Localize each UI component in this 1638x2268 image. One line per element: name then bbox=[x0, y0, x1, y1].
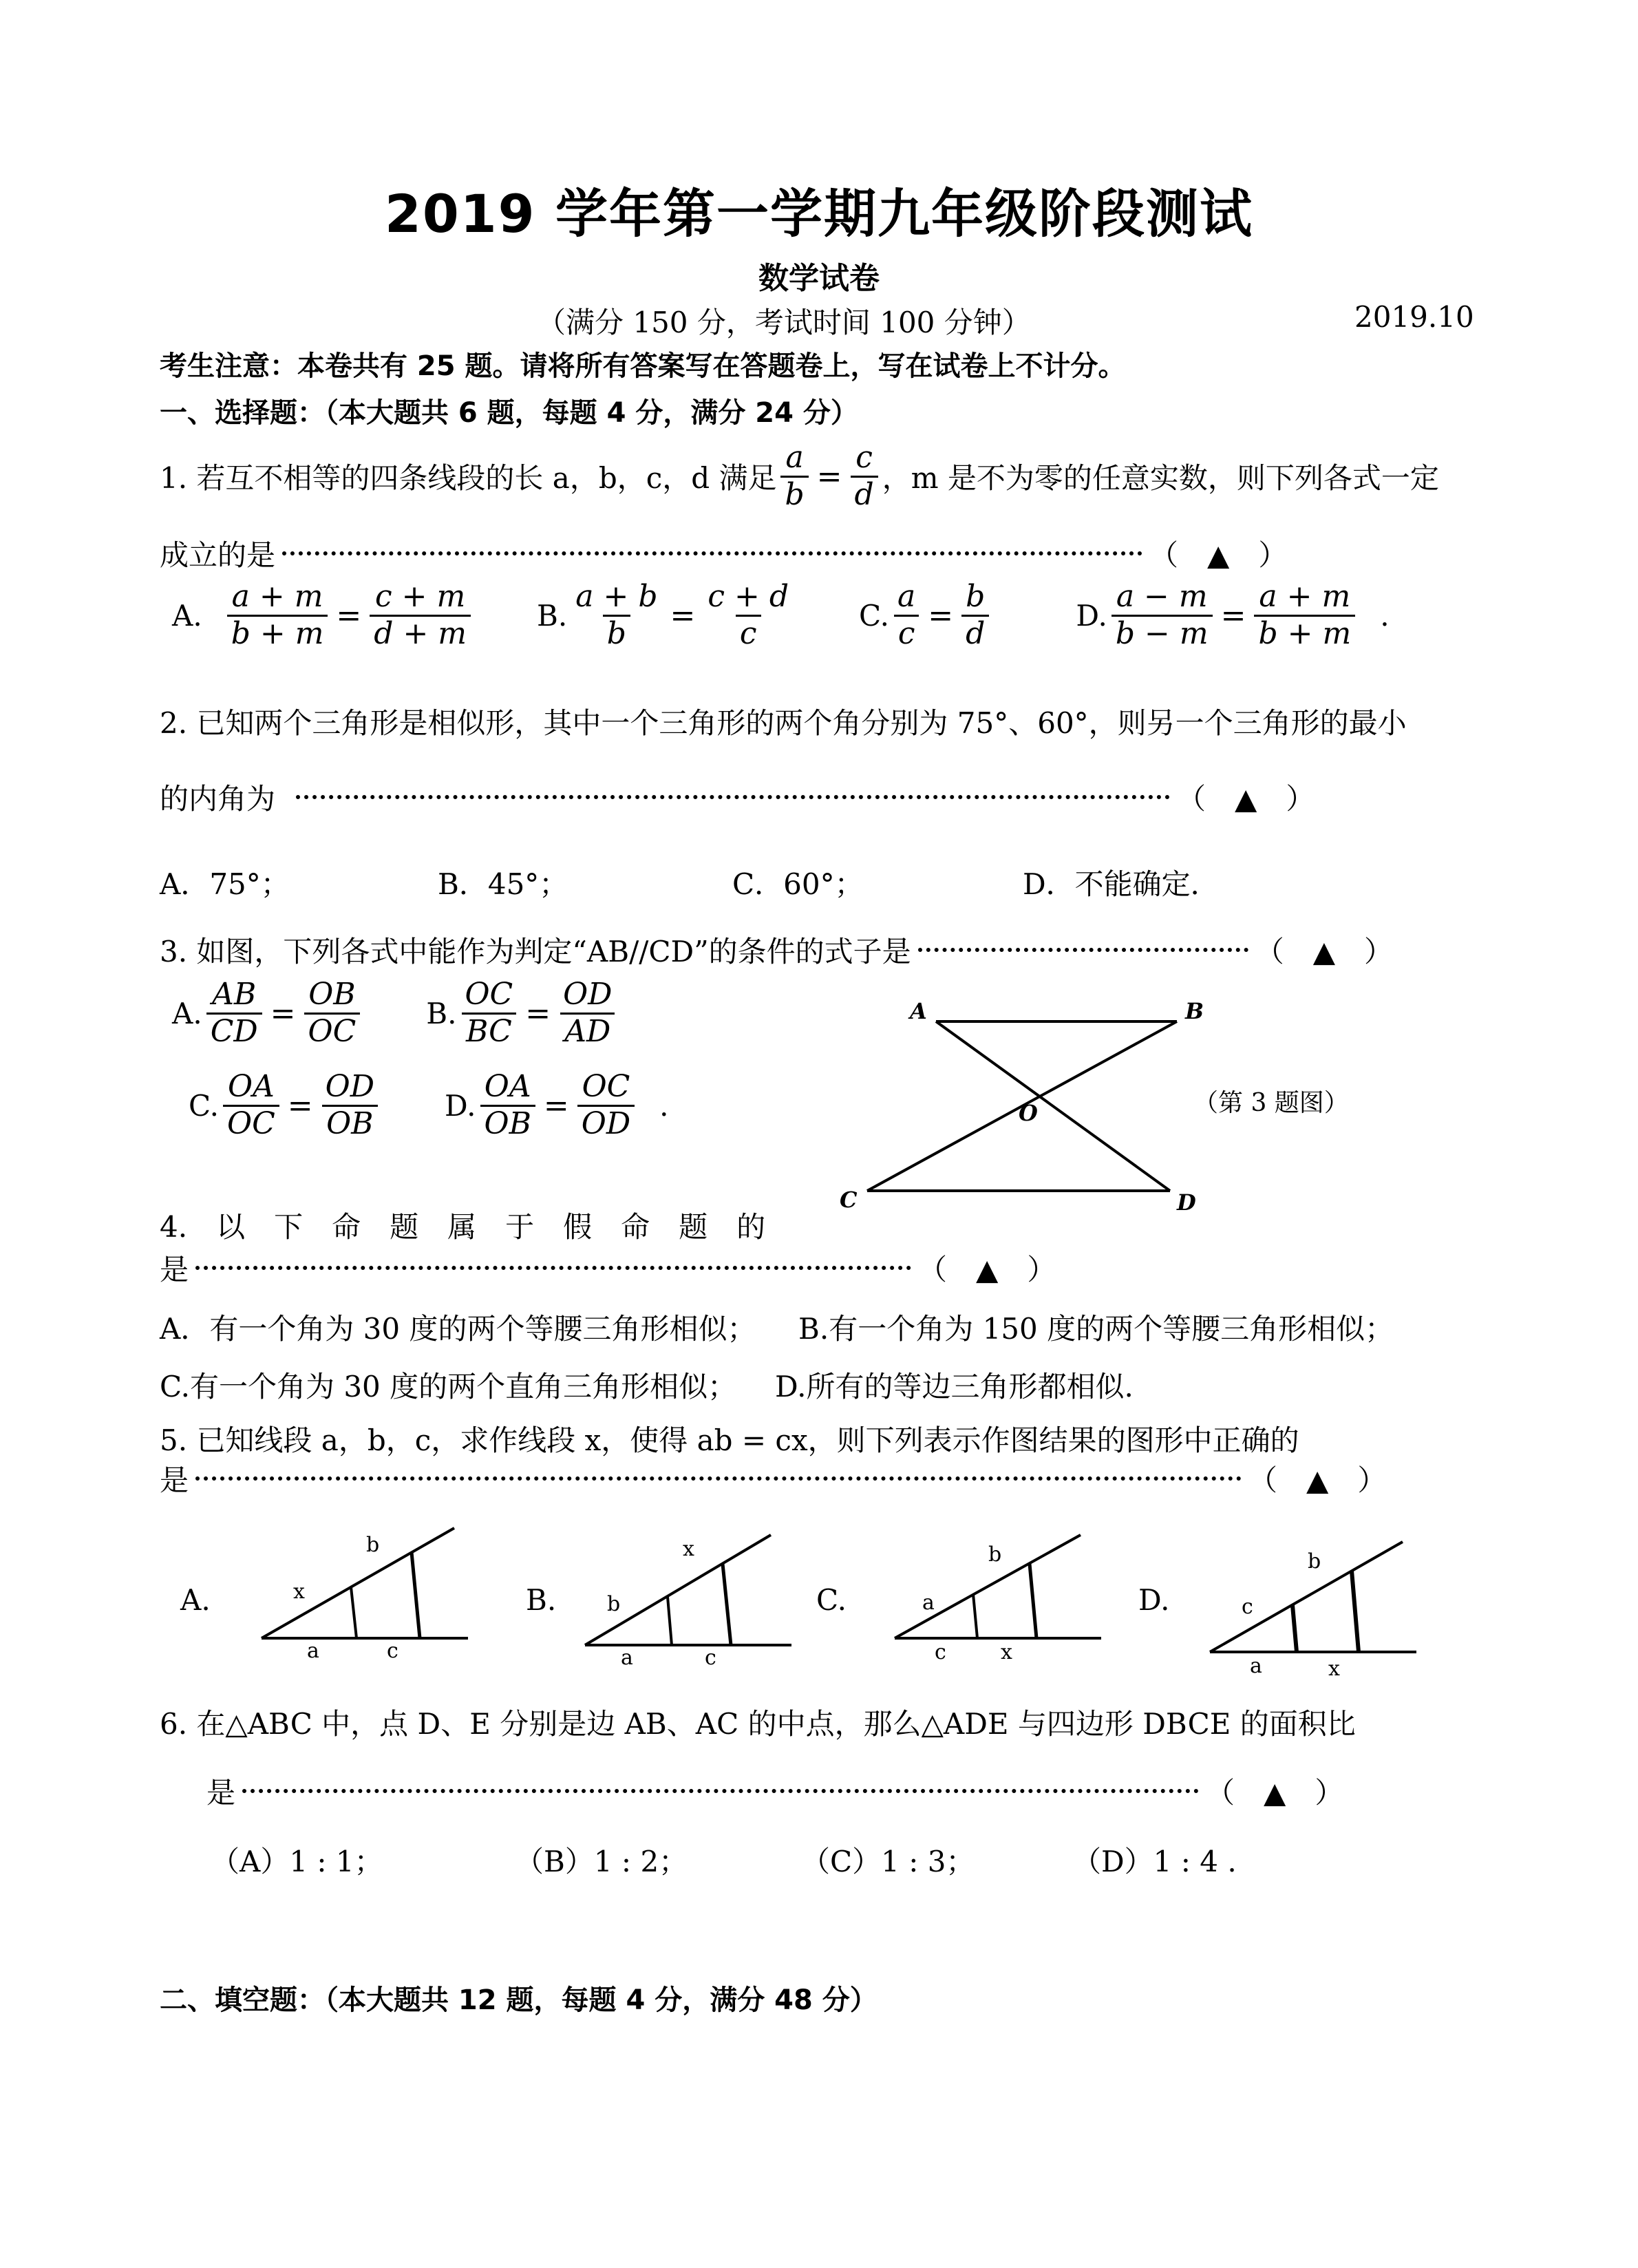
section2-heading: 二、填空题：（本大题共 12 题，每题 4 分，满分 48 分） bbox=[160, 1984, 878, 2016]
q6-line1: 6. 在△ABC 中，点 D、E 分别是边 AB、AC 的中点，那么△ADE 与四边形 DBCE 的面积比 bbox=[160, 1707, 1356, 1741]
q1-text-pre: 1. 若互不相等的四条线段的长 a，b，c，d 满足 bbox=[160, 461, 777, 496]
fig-a-label-a: a bbox=[307, 1639, 319, 1663]
point-d-label: D bbox=[1177, 1189, 1196, 1216]
fig-b-label-a: a bbox=[621, 1646, 633, 1666]
answer-mark: （ ▲ ） bbox=[1248, 1463, 1387, 1497]
segment-ad bbox=[936, 1021, 1170, 1191]
exam-title: 2019 学年第一学期九年级阶段测试 bbox=[385, 183, 1253, 244]
q5-prompt: 是 bbox=[160, 1463, 189, 1497]
exam-date: 2019.10 bbox=[1354, 300, 1474, 334]
q3-figure bbox=[826, 991, 1211, 1218]
q3-figure-caption: （第 3 题图） bbox=[1193, 1089, 1349, 1117]
q3-d-frac2: $\frac{OC}{OD}$ bbox=[577, 1070, 635, 1141]
q4-option-a: A．有一个角为 30 度的两个等腰三角形相似； bbox=[160, 1312, 756, 1346]
q1-end: . bbox=[1380, 598, 1390, 633]
q3-d-frac1: $\frac{OA}{OB}$ bbox=[480, 1070, 535, 1141]
q3-c-frac2: $\frac{OD}{OB}$ bbox=[321, 1070, 379, 1141]
q6-prompt: 是 bbox=[206, 1776, 236, 1810]
q4-line2 bbox=[160, 1247, 1056, 1289]
dot-leader bbox=[282, 551, 1142, 555]
answer-mark: （ ▲ ） bbox=[1206, 1776, 1344, 1810]
point-b-label: B bbox=[1185, 998, 1204, 1024]
q1-option-a-label: A. bbox=[172, 598, 202, 633]
q2-option-a: A．75°； bbox=[160, 867, 290, 901]
q1-c-frac1: $\frac{a}{c}$ bbox=[893, 580, 919, 651]
q3-prompt: 3. 如图，下列各式中能作为判定“AB//CD”的条件的式子是 bbox=[160, 935, 911, 968]
dot-leader bbox=[296, 795, 1170, 799]
q3-end: . bbox=[659, 1088, 669, 1123]
q3-option-a-label: A. bbox=[172, 996, 202, 1030]
q2-option-c: C．60°； bbox=[732, 867, 864, 901]
q1-prompt: 成立的是 bbox=[160, 538, 276, 572]
q1-line2 bbox=[160, 533, 1287, 574]
fig-b-label-c: c bbox=[705, 1646, 716, 1666]
q3-c-frac1: $\frac{OA}{OC}$ bbox=[223, 1070, 279, 1141]
q4-prompt: 是 bbox=[160, 1253, 189, 1286]
q3-line1 bbox=[160, 929, 1393, 971]
q3-a-frac2: $\frac{OB}{OC}$ bbox=[304, 977, 361, 1049]
q5-figure-b bbox=[578, 1528, 798, 1666]
q1-option-c-label: C. bbox=[859, 598, 890, 633]
q3-b-frac2: $\frac{OD}{AD}$ bbox=[559, 977, 616, 1049]
section1-heading: 一、选择题：（本大题共 6 题，每题 4 分，满分 24 分） bbox=[160, 397, 858, 429]
q5-line2 bbox=[160, 1458, 1386, 1499]
q2-prompt: 的内角为 bbox=[160, 782, 276, 816]
dot-leader bbox=[918, 948, 1248, 952]
fig-b-label-b: b bbox=[607, 1592, 621, 1616]
q6-option-c: （C）1 : 3； bbox=[801, 1845, 975, 1878]
q6-option-d: （D）1 : 4 . bbox=[1072, 1845, 1237, 1878]
q1-text-post: ，m 是不为零的任意实数，则下列各式一定 bbox=[882, 461, 1439, 496]
q3-options-row1: A. $\frac{AB}{CD}$ = $\frac{OB}{OC}$ B. $\frac{OC}{BC}$ = $\frac{OD}{AD}$ bbox=[172, 977, 620, 1049]
q5-figure-d bbox=[1203, 1528, 1423, 1679]
fig-d-label-b: b bbox=[1308, 1549, 1321, 1573]
q1-b-frac2: $\frac{c + d}{c}$ bbox=[708, 579, 789, 651]
point-c-label: C bbox=[840, 1187, 858, 1213]
q6-option-b: （B）1 : 2； bbox=[515, 1845, 688, 1878]
fig-a-label-c: c bbox=[387, 1639, 398, 1663]
q2-line2 bbox=[160, 776, 1315, 818]
q1-option-d-label: D. bbox=[1076, 598, 1107, 633]
q2-line1: 2. 已知两个三角形是相似形，其中一个三角形的两个角分别为 75°、60°，则另一个三角形的最小 bbox=[160, 706, 1407, 740]
dot-leader bbox=[242, 1789, 1199, 1793]
fig-a-label-x: x bbox=[293, 1580, 305, 1604]
fig-c-label-b: b bbox=[988, 1543, 1002, 1567]
point-o-label: O bbox=[1019, 1100, 1038, 1126]
q5-option-b-label: B. bbox=[526, 1583, 557, 1617]
fig-d-label-x: x bbox=[1328, 1657, 1340, 1679]
fig-c-label-x: x bbox=[1001, 1640, 1012, 1664]
q1-line1: 1. 若互不相等的四条线段的长 a，b，c，d 满足 $\frac{a}{b}$ = $\frac{c}{d}$ ，m 是不为零的任意实数，则下列各式一定 bbox=[160, 440, 1439, 512]
q3-option-d-label: D. bbox=[444, 1088, 476, 1123]
answer-mark: （ ▲ ） bbox=[918, 1253, 1056, 1286]
q1-a-frac2: $\frac{c + m}{d + m}$ bbox=[370, 580, 471, 651]
dot-leader bbox=[195, 1476, 1242, 1481]
q1-cond-frac1: $\frac{a}{b}$ bbox=[780, 441, 808, 512]
q5-option-a-label: A. bbox=[180, 1583, 211, 1617]
fig-d-label-c: c bbox=[1242, 1595, 1253, 1619]
dot-leader bbox=[195, 1266, 911, 1270]
answer-mark: （ ▲ ） bbox=[1255, 935, 1393, 968]
q5-option-d-label: D. bbox=[1138, 1583, 1170, 1617]
fig-b-label-x: x bbox=[683, 1537, 694, 1561]
exam-subtitle: 数学试卷 bbox=[758, 261, 880, 296]
q1-b-frac1: $\frac{a + b}{b}$ bbox=[575, 579, 658, 651]
exam-notice: 考生注意：本卷共有 25 题。请将所有答案写在答题卷上，写在试卷上不计分。 bbox=[160, 350, 1126, 382]
q1-a-frac1: $\frac{a + m}{b + m}$ bbox=[227, 580, 328, 651]
q2-option-d: D．不能确定． bbox=[1023, 867, 1220, 901]
answer-mark: （ ▲ ） bbox=[1149, 538, 1288, 572]
q2-option-b: B．45°； bbox=[438, 867, 568, 901]
q1-d-frac1: $\frac{a - m}{b - m}$ bbox=[1112, 580, 1213, 651]
q1-cond-frac2: $\frac{c}{d}$ bbox=[851, 441, 878, 512]
q5-figure-c bbox=[888, 1528, 1108, 1666]
point-a-label: A bbox=[910, 998, 927, 1024]
fig-d-label-a: a bbox=[1250, 1654, 1262, 1678]
q1-option-b-label: B. bbox=[537, 598, 568, 633]
q4-option-d: D.所有的等边三角形都相似. bbox=[775, 1370, 1134, 1403]
fig-c-label-c: c bbox=[935, 1640, 946, 1664]
q1-d-frac2: $\frac{a + m}{b + m}$ bbox=[1254, 580, 1355, 651]
q4-option-b: B.有一个角为 150 度的两个等腰三角形相似； bbox=[798, 1312, 1394, 1346]
fig-a-label-b: b bbox=[366, 1533, 380, 1557]
q4-line1: 4. 以 下 命 题 属 于 假 命 题 的 bbox=[160, 1210, 766, 1244]
fig-c-label-a: a bbox=[922, 1591, 935, 1615]
answer-mark: （ ▲ ） bbox=[1177, 782, 1315, 816]
q5-line1: 5. 已知线段 a，b，c，求作线段 x，使得 ab = cx，则下列表示作图结果的图形中正确的 bbox=[160, 1423, 1299, 1457]
q4-option-c: C.有一个角为 30 度的两个直角三角形相似； bbox=[160, 1370, 737, 1403]
q5-option-c-label: C. bbox=[816, 1583, 847, 1617]
q3-a-frac1: $\frac{AB}{CD}$ bbox=[206, 977, 262, 1049]
q6-line2 bbox=[206, 1770, 1343, 1812]
exam-meta: （满分 150 分，考试时间 100 分钟） bbox=[537, 306, 1031, 339]
q3-option-b-label: B. bbox=[426, 996, 457, 1030]
q5-figure-a bbox=[255, 1514, 475, 1666]
q3-option-c-label: C. bbox=[189, 1088, 219, 1123]
q1-options: A. $\frac{a + m}{b + m}$ = $\frac{c + m}{d + m}$ B. $\frac{a + b}{b}$ = $\frac{c + d}{c}$ C. $\frac{a}{c}$ = $\frac{b}{d}$ D. $\frac{a - m}{b - m}$ = $\frac{a + m}{b + m}$ . bbox=[172, 579, 1390, 651]
q6-option-a: （A）1 : 1； bbox=[211, 1845, 383, 1878]
q3-options-row2: C. $\frac{OA}{OC}$ = $\frac{OD}{OB}$ D. $\frac{OA}{OB}$ = $\frac{OC}{OD}$ . bbox=[189, 1069, 669, 1141]
q3-b-frac1: $\frac{OC}{BC}$ bbox=[460, 977, 517, 1049]
q1-c-frac2: $\frac{b}{d}$ bbox=[961, 580, 989, 651]
